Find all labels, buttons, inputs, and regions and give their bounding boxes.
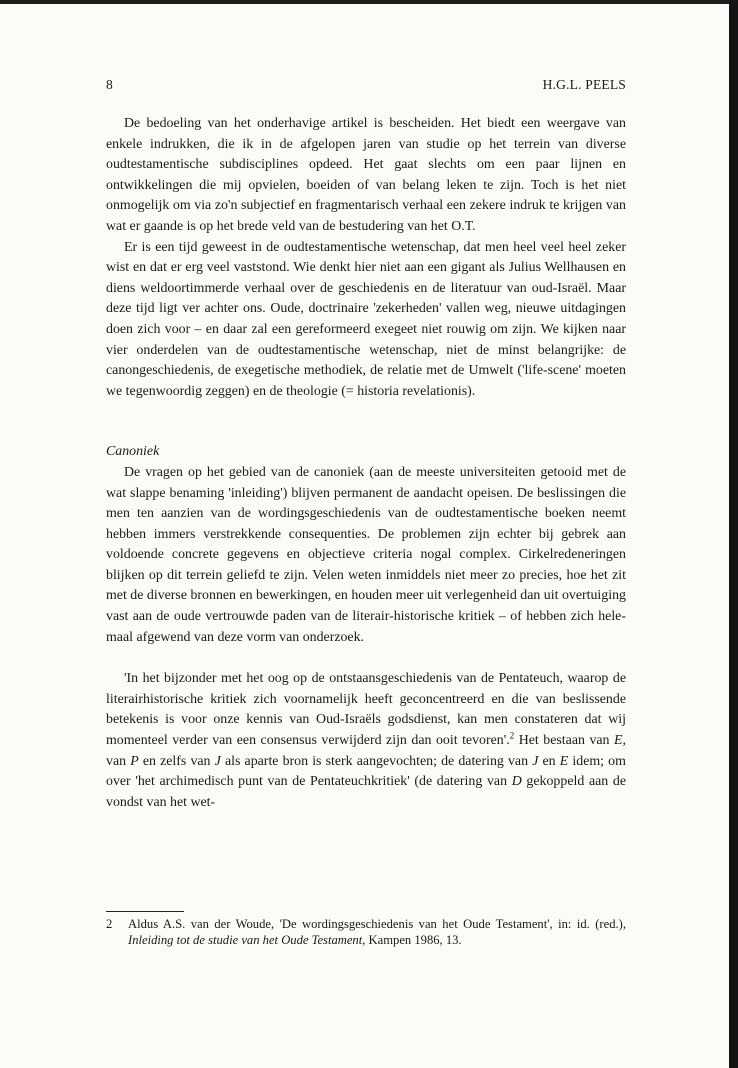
footnote-ref[interactable]: 2 xyxy=(509,730,515,741)
source-p: P xyxy=(130,753,139,769)
section-spacer xyxy=(106,402,626,442)
paragraph-spacer xyxy=(106,648,626,669)
footnote-text: Aldus A.S. van der Woude, 'De wordingsgeschiedenis van het Oude Testament', in: id. (red.), Inleiding tot de studie van het Oude Testament, Kampen 1986, 13. xyxy=(128,917,626,947)
page-number: 8 xyxy=(106,77,113,92)
source-d: D xyxy=(511,774,522,790)
quote-paragraph: 'In het bijzonder met het oog op de ontstaansgeschiedenis van de Pentateuch, waarop de literairhistorische kritiek zich voornamelijk heeft geconcentreerd en die van beslissende betekenis is voor onze kennis van Oud-Israëls godsdienst, kan men constateren dat wij momenteel verder van een consensus verwijderd zijn dan ooit tevoren'.$^2$ Het bestaan van E, van P en zelfs van J als aparte bron is sterk aangevochten; de datering van J en E idem; om over 'het archimedisch punt van de Pentateuchkritiek' (de datering van D gekoppeld aan de vondst van het wet- xyxy=(106,671,626,810)
scan-edge-right xyxy=(729,0,738,1068)
quote-text: 'In het bijzonder met het oog op de ontstaansgeschiedenis van de Pentateuch, waarop de literairhistorische kritiek zich voornamelijk heeft geconcentreerd en die van beslissende betekenis is voor onze kennis van Oud-Israëls godsdienst, kan men constateren dat wij momenteel verder van een consensus verwijderd zijn dan ooit tevoren'. xyxy=(106,671,626,749)
source-j: J xyxy=(532,753,539,769)
section-paragraph: De vragen op het gebied van de canoniek (aan de meeste universiteiten getooid met de wat slappe benaming 'inleiding') blijven permanent de aandacht opeisen. De beslissingen die men ten aanzien van de wordingsgeschiedenis van de oudtestamentische boeken neemt hebben immers verstrekkende consequenties. De problemen zijn echter bij gebrek aan voldoende concrete gegevens en objectieve criteria nogal complex. Cirkelredeneringen blijken op dit terrein geliefd te zijn. Velen weten inmiddels niet meer zo precies, hoe het zit met de diverse bronnen en bewerkingen, en houden meer uit verlegenheid dan uit overtuiging vast aan de oude vertrouwde paden van de literair-historische kritiek – of hebben zich helemaal afgewend van deze vorm van onderzoek. xyxy=(106,464,626,645)
running-head-author: H.G.L. PEELS xyxy=(542,77,626,92)
book-title: Inleiding tot de studie van het Oude Testament, xyxy=(128,933,366,947)
footnote-rule xyxy=(106,911,184,912)
intro-paragraph-2: Er is een tijd geweest in de oudtestamentische wetenschap, dat men heel veel heel zeker wist en dat er erg veel vaststond. Wie denkt hier niet aan een gigant als Julius Wellhausen en diens weldoortimmerde verhaal over de geschiedenis en de literatuur van oud-Israël. Maar deze tijd ligt ver achter ons. Oude, doctrinaire 'zekerheden' vallen weg, nieuwe uitdagingen doen zich voor – en daar zal een gereformeerd exegeet niet rouwig om zijn. We kijken naar vier onderdelen van de oudtestamentische wetenschap, niet de minst belangrijke: de canongeschiedenis, de exegetische methodiek, de relatie met de Umwelt ('life-scene' moeten we tegenwoordig zeggen) en de theologie (= historia revelationis). xyxy=(106,239,626,399)
body-text xyxy=(106,114,626,813)
source-e: E, xyxy=(614,733,626,749)
source-e: E xyxy=(559,753,569,769)
source-j: J xyxy=(214,753,221,769)
intro-paragraph-1: De bedoeling van het onderhavige artikel is bescheiden. Het biedt een weergave van enkele indrukken, die ik in de afgelopen jaren van studie op het terrein van diverse oudtestamentische subdisciplines opdeed. Het gaat slechts om een paar lijnen en ontwikkelingen die mij opvielen, boeiden of van belang leken te zijn. Toch is het niet onmogelijk om via zo'n subjectief en fragmentarisch verhaal een zekere indruk te krijgen van wat er gaande is op het brede veld van de bestudering van het O.T. xyxy=(106,116,626,234)
footnote xyxy=(106,916,626,948)
footnotes xyxy=(106,911,626,948)
section-heading: Canoniek xyxy=(106,444,160,460)
footnote-number: 2 xyxy=(106,917,113,931)
